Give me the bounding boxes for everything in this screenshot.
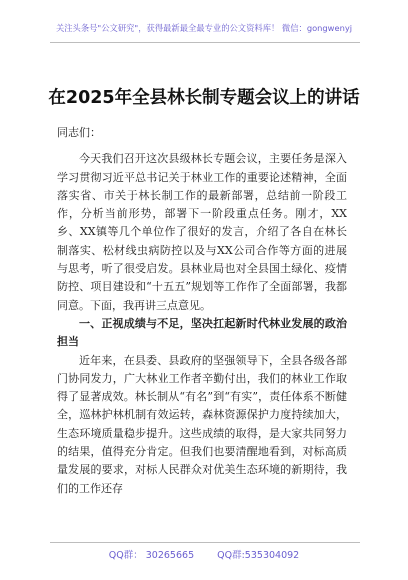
- paragraph: 今天我们召开这次县级林长专题会议，主要任务是深入学习贯彻习近平总书记关于林业工作的重要论述精神，全面落实省、市关于林长制工作的最新部署，总结前一阶段工作，分析当前形势，部署下一阶段重点任务。刚才，XX乡、XX镇等几个单位作了很好的发言，介绍了各自在林长制落实、松材线虫病防控以及与XX公司合作等方面的进展与思考，听了很受启发。县林业局也对全县国土绿化、疫情防控、项目建设和“十五五”规划等工作作了全面部署，我都同意。下面，我再讲三点意见。: [57, 152, 347, 312]
- header-notice: 关注头条号"公文研究"，获得最新最全最专业的公文资料库！ 微信：gongwenyj: [55, 23, 353, 33]
- footer-qq-group-2: QQ群:535304092: [217, 550, 300, 561]
- section-heading: 一、正视成绩与不足，坚决扛起新时代林业发展的政治担当: [57, 316, 347, 349]
- document-title: 在2025年全县林长制专题会议上的讲话: [48, 88, 360, 108]
- paragraph: 近年来，在县委、县政府的坚强领导下，全县各级各部门协同发力，广大林业工作者辛勤付出，我们的林业工作取得了显著成效。林长制从“有名”到“有实”，责任体系不断健全，巡林护林机制有效运转，森林资源保护力度持续加大，生态环境质量稳步提升。这些成绩的取得，是大家共同努力的结果，值得充分肯定。但我们也要清醒地看到，对标高质量发展的要求，对标人民群众对优美生态环境的新期待，我们的工作还存: [57, 353, 347, 495]
- header-divider: [50, 42, 360, 43]
- footer-qq-group-1: QQ群： 30265665: [108, 550, 195, 561]
- footer-divider: [50, 542, 360, 543]
- document-body: [57, 124, 347, 498]
- footer: [0, 547, 408, 561]
- salutation: 同志们：: [57, 126, 101, 139]
